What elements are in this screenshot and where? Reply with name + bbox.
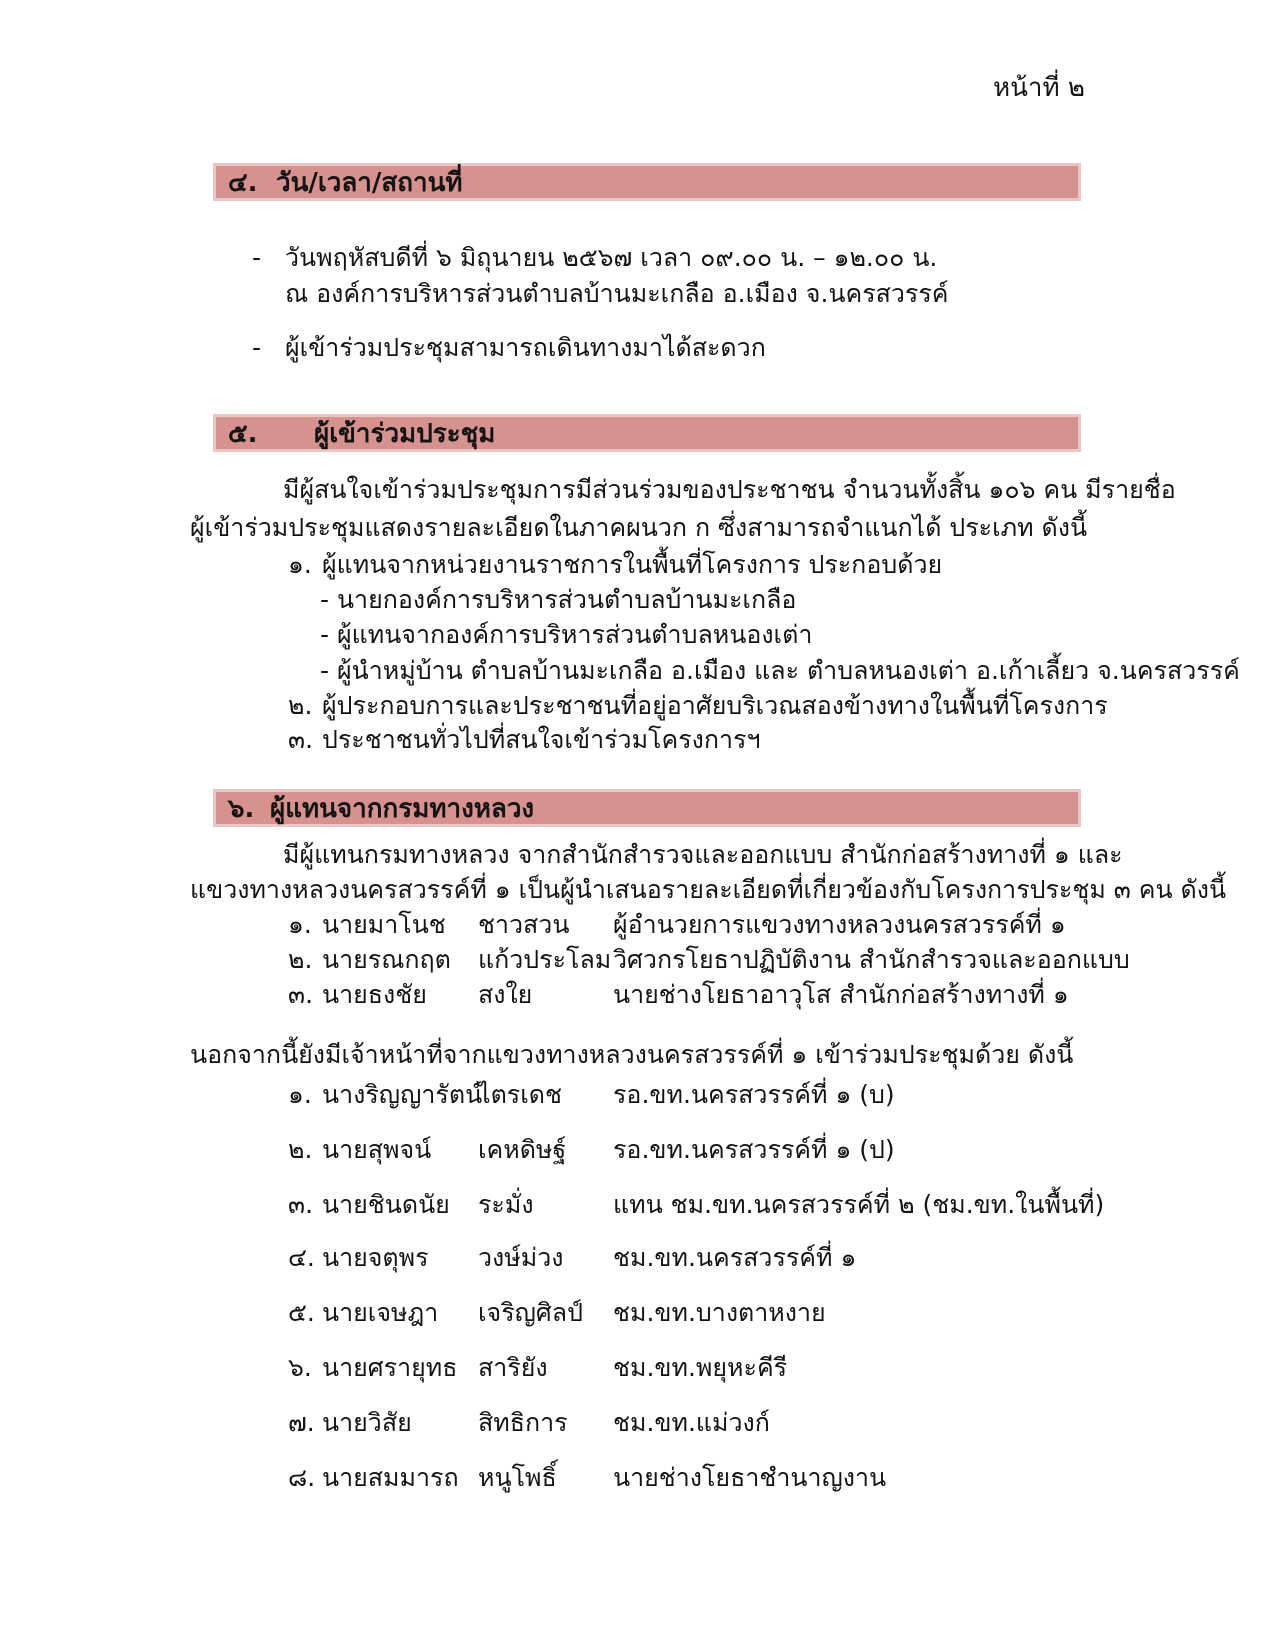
person-last-name: ไตรเดช <box>478 1080 562 1109</box>
section4-header-bar <box>213 163 1081 201</box>
section5-paragraph-line1: มีผู้สนใจเข้าร่วมประชุมการมีส่วนร่วมของประชาชน จำนวนทั้งสิ้น ๑๐๖ คน มีรายชื่อ <box>283 475 1176 504</box>
section5-number: ๕. <box>228 418 258 449</box>
bullet-dash: - <box>252 333 262 362</box>
person-first-name: นายชินดนัย <box>322 1190 450 1219</box>
person-last-name: ชาวสวน <box>478 910 570 939</box>
section6-title: ผู้แทนจากกรมทางหลวง <box>270 793 535 824</box>
person-position: ผู้อำนวยการแขวงทางหลวงนครสวรรค์ที่ ๑ <box>613 910 1066 939</box>
person-position: นายช่างโยธาชำนาญงาน <box>613 1463 887 1492</box>
official-row <box>288 1077 895 1113</box>
person-first-name: นายจตุพร <box>322 1243 429 1272</box>
official-row <box>288 1187 1104 1223</box>
person-number: ๓. <box>288 980 314 1009</box>
official-row <box>288 1132 895 1168</box>
person-first-name: นายรณกฤต <box>322 945 451 974</box>
section6-header-bar <box>213 789 1081 827</box>
section5-paragraph-line2: ผู้เข้าร่วมประชุมแสดงรายละเอียดในภาคผนวก ก ซึ่งสามารถจำแนกได้ ประเภท ดังนี้ <box>190 513 1088 542</box>
person-last-name: เจริญศิลป์ <box>478 1298 583 1327</box>
person-position: วิศวกรโยธาปฏิบัติงาน สำนักสำรวจและออกแบบ <box>613 945 1130 974</box>
person-position: รอ.ขท.นครสวรรค์ที่ ๑ (ป) <box>613 1135 895 1164</box>
person-number: ๗. <box>288 1408 315 1437</box>
person-position: นายช่างโยธาอาวุโส สำนักก่อสร้างทางที่ ๑ <box>613 980 1069 1009</box>
presenter-row <box>288 942 1130 978</box>
person-first-name: นายสุพจน์ <box>322 1135 432 1164</box>
person-number: ๓. <box>288 1190 314 1219</box>
item-number: ๓. <box>288 725 314 754</box>
participant-sub-item: - ผู้นำหมู่บ้าน ตำบลบ้านมะเกลือ อ.เมือง และ ตำบลหนองเต่า อ.เก้าเลี้ยว จ.นครสวรรค์ <box>320 656 1240 685</box>
person-position: ชม.ขท.พยุหะคีรี <box>613 1353 788 1382</box>
official-row <box>288 1405 770 1441</box>
item-text: ผู้แทนจากหน่วยงานราชการในพื้นที่โครงการ ประกอบด้วย <box>322 550 943 579</box>
person-last-name: สิทธิการ <box>478 1408 568 1437</box>
person-position: ชม.ขท.นครสวรรค์ที่ ๑ <box>613 1243 857 1272</box>
person-first-name: นายวิสัย <box>322 1408 412 1437</box>
person-number: ๑. <box>288 910 312 939</box>
person-last-name: สงใย <box>478 980 533 1009</box>
official-row <box>288 1350 787 1386</box>
section6-note-line: นอกจากนี้ยังมีเจ้าหน้าที่จากแขวงทางหลวงนครสวรรค์ที่ ๑ เข้าร่วมประชุมด้วย ดังนี้ <box>190 1040 1074 1069</box>
participant-type-item <box>288 547 942 583</box>
participant-sub-item: - ผู้แทนจากองค์การบริหารส่วนตำบลหนองเต่า <box>320 620 813 649</box>
participant-type-item <box>288 722 760 758</box>
page-number-label: หน้าที่ ๒ <box>992 73 1085 103</box>
person-position: ชม.ขท.แม่วงก์ <box>613 1408 770 1437</box>
person-position: รอ.ขท.นครสวรรค์ที่ ๑ (บ) <box>613 1080 895 1109</box>
item-number: ๒. <box>288 691 313 720</box>
item-text: ผู้ประกอบการและประชาชนที่อยู่อาศัยบริเวณสองข้างทางในพื้นที่โครงการ <box>322 691 1108 720</box>
section4-title: วัน/เวลา/สถานที่ <box>276 167 463 198</box>
section4-number: ๔. <box>228 167 258 198</box>
person-last-name: สาริยัง <box>478 1353 548 1382</box>
person-first-name: นายสมมารถ <box>322 1463 459 1492</box>
section5-header-bar <box>213 414 1081 452</box>
person-number: ๖. <box>288 1353 312 1382</box>
person-first-name: นางริญญารัตน์ <box>322 1080 483 1109</box>
person-number: ๘. <box>288 1463 316 1492</box>
person-last-name: แก้วประโลม <box>478 945 612 974</box>
person-last-name: ระมั่ง <box>478 1190 534 1219</box>
item-number: ๑. <box>288 550 312 579</box>
person-position: แทน ชม.ขท.นครสวรรค์ที่ ๒ (ชม.ขท.ในพื้นที่) <box>613 1190 1105 1219</box>
presenter-row <box>288 977 1069 1013</box>
presenter-row <box>288 907 1066 943</box>
bullet-dash: - <box>252 243 262 272</box>
person-number: ๒. <box>288 945 313 974</box>
person-last-name: วงษ์ม่วง <box>478 1243 564 1272</box>
section4-bullet1-line1: วันพฤหัสบดีที่ ๖ มิถุนายน ๒๕๖๗ เวลา ๐๙.๐๐ น. – ๑๒.๐๐ น. <box>285 243 938 272</box>
person-number: ๒. <box>288 1135 313 1164</box>
person-first-name: นายมาโนช <box>322 910 446 939</box>
section4-bullet2-text: ผู้เข้าร่วมประชุมสามารถเดินทางมาได้สะดวก <box>285 333 766 362</box>
section5-title: ผู้เข้าร่วมประชุม <box>314 418 496 449</box>
item-text: ประชาชนทั่วไปที่สนใจเข้าร่วมโครงการฯ <box>322 725 761 754</box>
person-number: ๑. <box>288 1080 312 1109</box>
section6-paragraph-line2: แขวงทางหลวงนครสวรรค์ที่ ๑ เป็นผู้นำเสนอรายละเอียดที่เกี่ยวข้องกับโครงการประชุม ๓ คน ดังนี้ <box>190 875 1227 904</box>
person-last-name: หนูโพธิ์ <box>478 1463 557 1492</box>
person-last-name: เคหดิษฐ์ <box>478 1135 567 1164</box>
participant-type-item <box>288 688 1108 724</box>
person-first-name: นายศรายุทธ <box>322 1353 458 1382</box>
section6-paragraph-line1: มีผู้แทนกรมทางหลวง จากสำนักสำรวจและออกแบบ สำนักก่อสร้างทางที่ ๑ และ <box>283 840 1123 869</box>
person-first-name: นายเจษฎา <box>322 1298 439 1327</box>
participant-sub-item: - นายกองค์การบริหารส่วนตำบลบ้านมะเกลือ <box>320 585 797 614</box>
official-row <box>288 1240 856 1276</box>
section4-bullet1-line2: ณ องค์การบริหารส่วนตำบลบ้านมะเกลือ อ.เมือง จ.นครสวรรค์ <box>285 279 949 308</box>
section4-bullet-1 <box>252 240 937 276</box>
person-position: ชม.ขท.บางตาหงาย <box>613 1298 826 1327</box>
section4-bullet-2 <box>252 330 766 366</box>
section6-number: ๖. <box>228 793 255 824</box>
person-number: ๔. <box>288 1243 315 1272</box>
official-row <box>288 1295 826 1331</box>
person-number: ๕. <box>288 1298 315 1327</box>
official-row <box>288 1460 886 1496</box>
person-first-name: นายธงชัย <box>322 980 427 1009</box>
